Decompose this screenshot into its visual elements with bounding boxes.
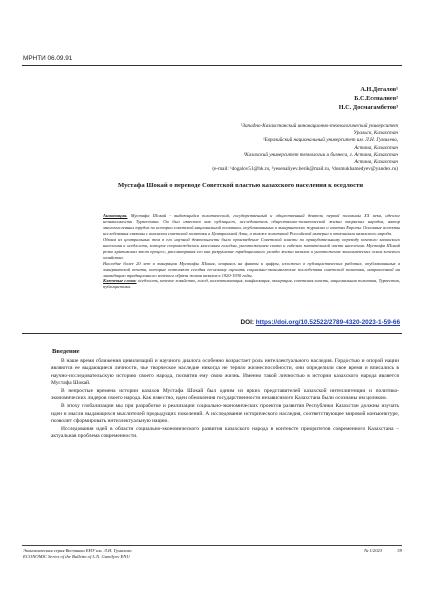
author-emails: (e-mail: ¹dogalov51@bk.ru, ²yesenaliyev.berik@mail.ru, ³dosmukhamedyev@yandex.ru)	[212, 166, 398, 173]
journal-name-ru: Экономическая серия Вестника ЕНУ им. Л.Н. Гумилева	[23, 548, 132, 553]
affiliation-line: Уральск, Казахстан	[353, 130, 398, 137]
page-number: 59	[397, 548, 402, 553]
abstract-paragraph: Наследие более 20 лет в эмиграции Мустафы Шокая, опираясь на факты и цифры, изложено в публицистических работах, опубликованных в эмигрантской печати, которые позволяют сегодня по-новому оценить социально-экономические последствия советской политики, направленной на ликвидацию традиционного кочевого образа жизни казахов в 1920-1930 годы.	[103, 260, 400, 278]
keywords-paragraph	[103, 278, 400, 290]
keywords-text: оседлость, кочевое хозяйство, голод, коллективизация, конфискация, эмиграция, советская власть, национальная политика, Туркестан, публицистика.	[103, 278, 400, 290]
footer-divider	[22, 545, 402, 546]
top-divider	[22, 65, 402, 66]
affiliation-line: Астана, Казахстан	[354, 159, 398, 166]
issue-number: № 1/2023	[364, 548, 383, 553]
doi-line	[241, 319, 401, 326]
intro-body	[51, 358, 399, 441]
footer-issue	[350, 548, 402, 553]
footer-journal	[23, 548, 132, 561]
body-paragraph: Исследования идей в области социально-экономического развития казахского народа в контексте приоритетов современного Казахстана – актуальная проблема современности.	[51, 425, 399, 440]
affiliation-line: ³Казахский университет технологии и бизнеса, г. Астана, Казахстан	[243, 151, 398, 158]
body-paragraph: В эпоху глобализации мы при разработке и реализации социально-экономических проектов развития Республики Казахстан должны изучать идеи и мысли выдающихся мыслителей предыдущих поколений. А исследование исторического наследия, соответствующее мировой конъюнктуре, позволит сформировать интеллектуальную нацию.	[51, 403, 399, 424]
abstract-divider	[22, 333, 402, 334]
doi-label: DOI:	[240, 319, 254, 326]
abstract-paragraph: Одним из центральных тем в его научной деятельности было произведение Советской власти по принудительному переводу кочевого казахского населения к оседлости, которое сопровождалось массовым голодом, уничтожением скота и гибелью значительной части населения. Мустафа Шокай резко критиковал этот процесс, рассматривая его как разрушение традиционного уклада жизни казахов и уничтожение экономических основ кочевого хозяйства.	[103, 236, 400, 260]
abstract-text: Мустафа Шокай - выдающийся политический, государственный и общественный деятель первой половины ХХ века, идеолог независимости Туркестана. Он был известен как публицист, исследователь общественно-политической жизни тюркских народов, автор многочисленных трудов по истории советской национальной политики, опубликованных в эмигрантских журналах и газетах Европы. Основные аспекты исследования связаны с анализом советской политики в Центральной Азии, а также политикой Российской империи в отношении казахского народа.	[103, 213, 401, 236]
doi-link[interactable]: https://doi.org/10.52522/2789-4320-2023-1-59-66	[255, 319, 400, 326]
abstract-paragraph	[103, 213, 400, 237]
author-1: А.Н.Дегалов¹	[360, 86, 398, 93]
keywords-label: Ключевые слова:	[103, 278, 137, 284]
affiliations	[128, 123, 398, 173]
author-list	[339, 85, 398, 112]
abstract-label: Аннотация.	[103, 213, 128, 218]
journal-name-en: ECONOMIC Series of the Bulletin of L.N. Gumilyov ENU	[23, 554, 130, 560]
affiliation-line: Астана, Казахстан	[354, 144, 398, 151]
author-2: Б.С.Есенaлиев²	[354, 95, 398, 102]
body-paragraph: В непростые времена истории казахов Мустафа Шокай был одним из ярких представителей казахской интеллигенции и политико-экономических лидеров своего народа. Как известно, идеи обновления государственности независимого Казахстана были осознаны им целиком.	[51, 387, 399, 402]
affiliation-line: ²Евразийский национальный университет им. Л.Н. Гумилева,	[262, 137, 398, 144]
affiliation-line: ¹Западно-Казахстанский инновационно-технологический университет	[240, 123, 398, 129]
section-heading: Введение	[52, 348, 80, 355]
author-3: Н.С. Досмагамбетов³	[338, 104, 398, 111]
body-paragraph: В наше время сближения цивилизаций и научного диалога особенно возрастает роль интеллектуального наследия. Гордостью и опорой нации являются ее выдающиеся личности, чье творческое наследие никогда не теряло жизнеспособности, они определили свое время и вписались в научно-исследовательскую историю своего народа, посвятив ему свою жизнь. Именно такой личностью в истории казахского народа является Мустафа Шокай.	[51, 358, 399, 387]
article-title: Мустафа Шокай о переводе Советской властью казахского населения к оседлости	[118, 182, 364, 189]
mrnti-code: МРНТИ 06.09.91	[23, 55, 73, 62]
abstract-block	[103, 213, 400, 290]
